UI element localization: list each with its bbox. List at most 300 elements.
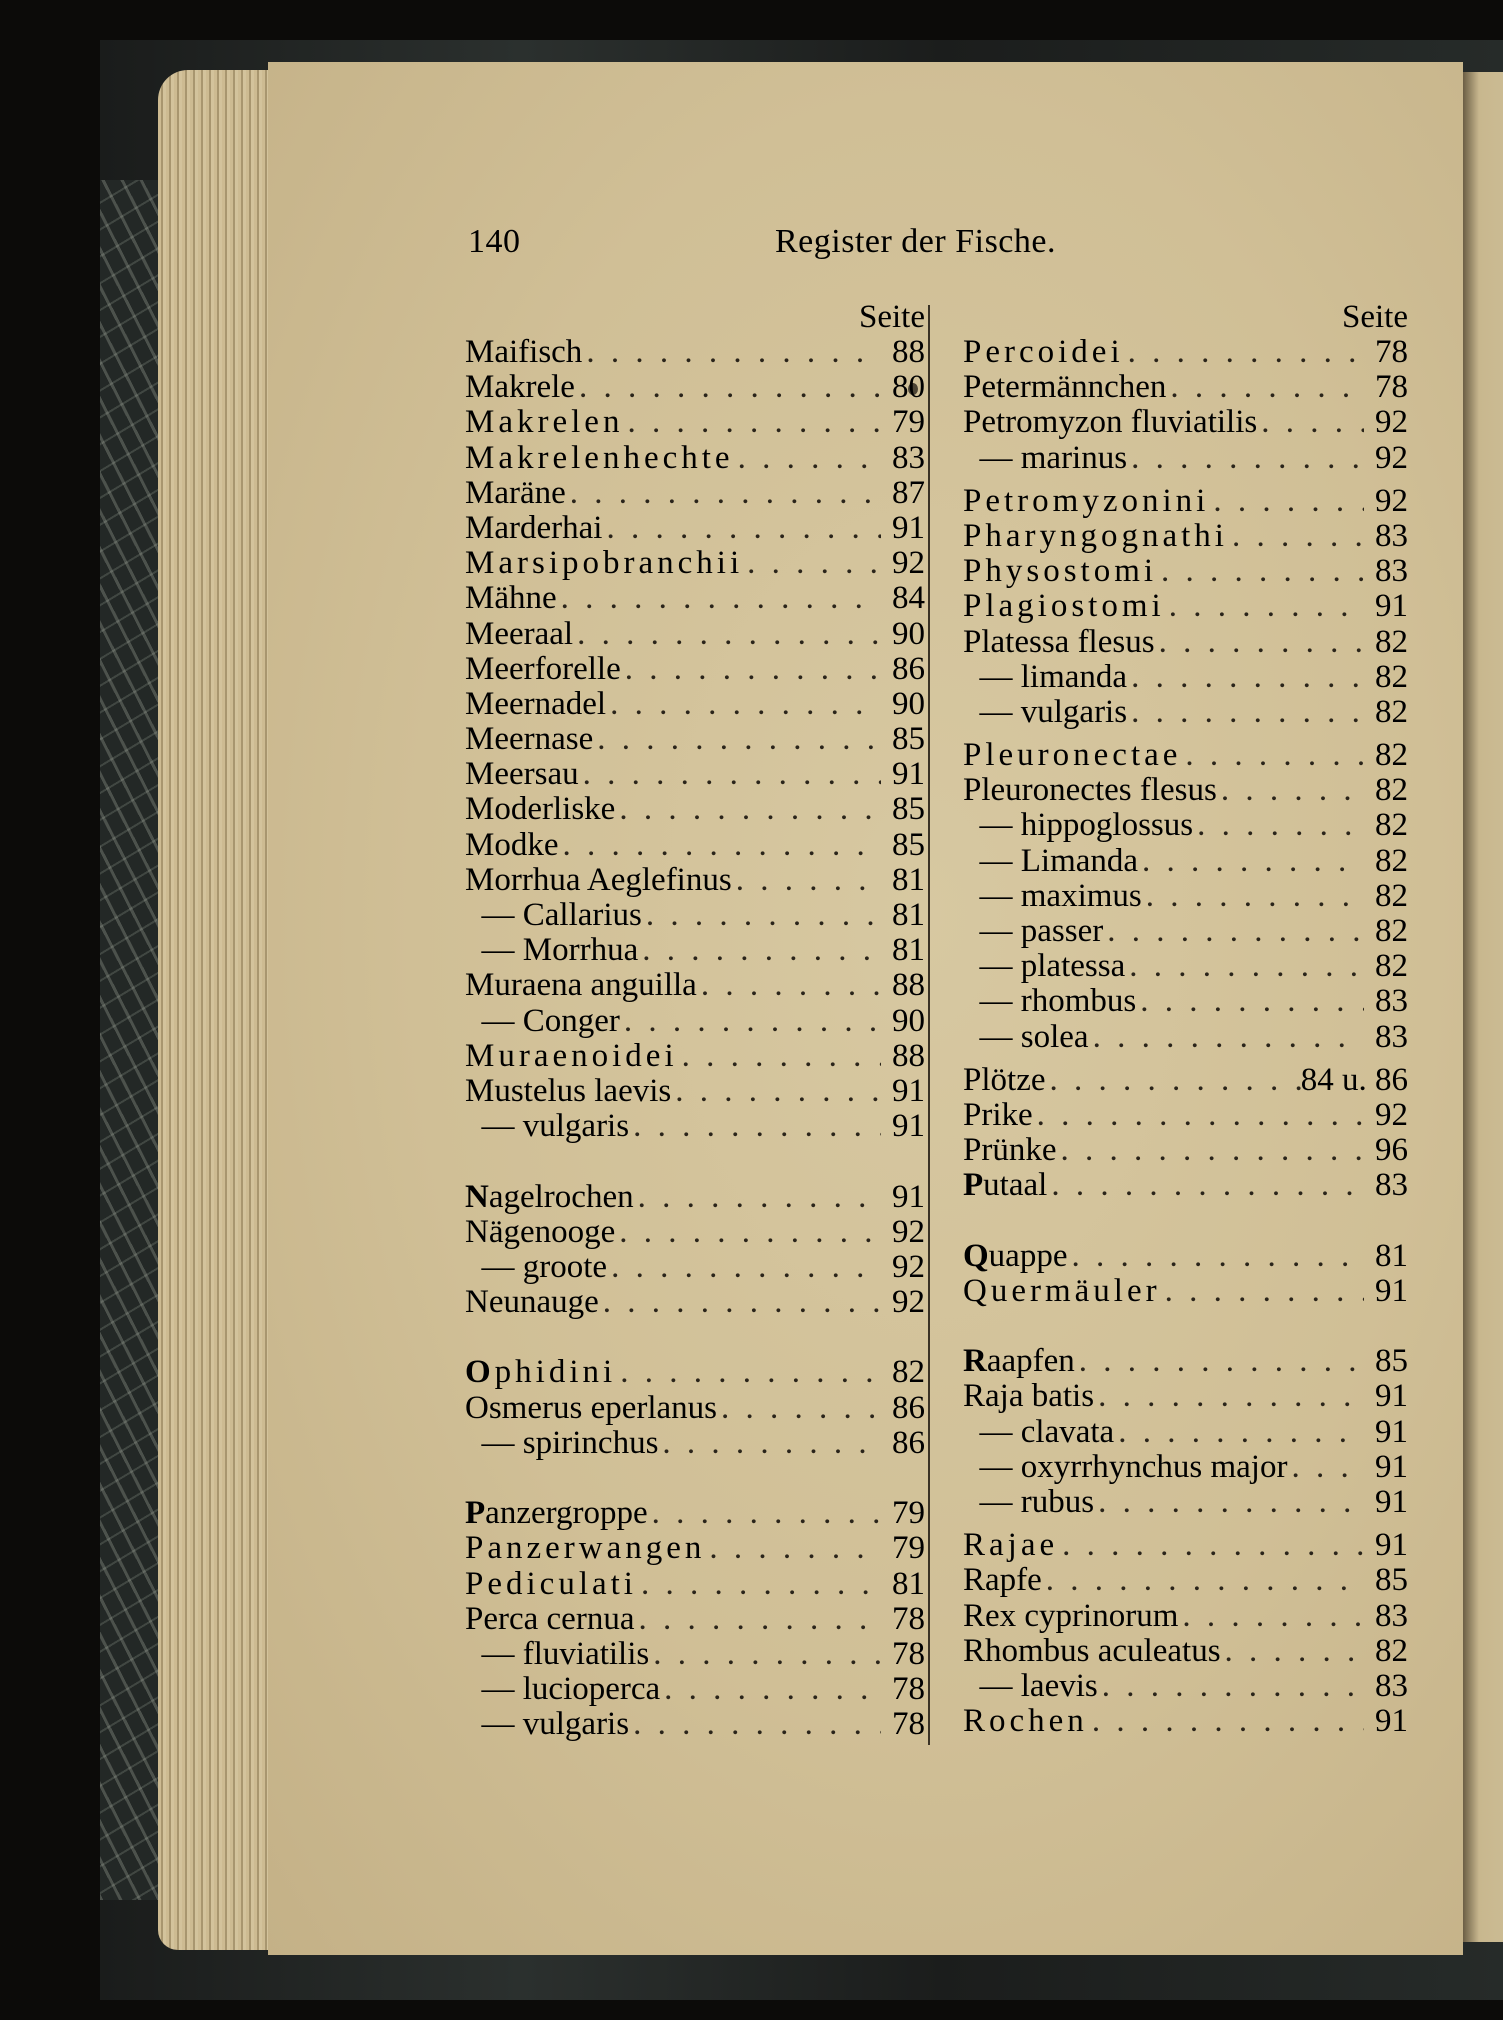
index-entry: [963, 844, 1408, 879]
dot-leader: [1193, 808, 1364, 843]
entry-name: — vulgaris: [963, 693, 1128, 730]
entry-name: — Conger: [465, 1002, 620, 1039]
entry-name: Meernadel: [465, 685, 607, 722]
index-entry: [963, 914, 1408, 949]
entry-name: Pleuronectae: [963, 737, 1182, 774]
dot-leader: [1075, 1344, 1364, 1379]
group-spacer: [963, 1204, 1408, 1239]
index-entry: [465, 1004, 925, 1039]
entry-page-number: 91: [892, 756, 925, 793]
dot-leader: [575, 370, 881, 405]
dot-leader: [582, 335, 881, 370]
entry-page-number: 82: [1375, 842, 1408, 879]
group-spacer: [465, 1461, 925, 1496]
dot-leader: [1136, 984, 1364, 1019]
entry-name: — platessa: [963, 948, 1126, 985]
index-entry: [963, 441, 1408, 476]
dot-leader: [1098, 1669, 1364, 1704]
dot-leader: [1088, 1704, 1364, 1739]
index-entry: [963, 808, 1408, 843]
entry-name: — laevis: [963, 1667, 1098, 1704]
index-entry: [465, 441, 925, 476]
entry-name: Pleuronectes flesus: [963, 772, 1217, 809]
dot-leader: [1155, 625, 1364, 660]
index-entry: [465, 1109, 925, 1144]
index-entry: [465, 687, 925, 722]
dot-leader: [642, 898, 881, 933]
dot-leader: [1221, 1634, 1364, 1669]
next-page-edge: [1463, 72, 1503, 1942]
entry-page-number: 92: [1375, 439, 1408, 476]
dot-leader: [734, 441, 881, 476]
entry-name: — hippoglossus: [963, 807, 1194, 844]
seite-label: Seite: [859, 299, 925, 335]
index-entry: [963, 984, 1408, 1019]
entry-page-number: 81: [892, 1565, 925, 1602]
entry-page-number: 82: [1375, 772, 1408, 809]
index-entry: [465, 1250, 925, 1285]
initial-letter: O: [465, 1354, 495, 1391]
entry-page-number: 82: [892, 1354, 925, 1391]
index-entries-right: [963, 335, 1408, 1739]
entry-name: Ophidini: [465, 1354, 617, 1391]
entry-page-number: 78: [1375, 334, 1408, 370]
entry-page-number: 86: [892, 1424, 925, 1461]
entry-page-number: 85: [1375, 1343, 1408, 1380]
dot-leader: [743, 546, 881, 581]
initial-letter: N: [465, 1178, 489, 1215]
entry-page-number: 90: [892, 685, 925, 722]
dot-leader: [1178, 1599, 1364, 1634]
dot-leader: [1124, 335, 1364, 370]
dot-leader: [1142, 879, 1364, 914]
entry-name: Makrele: [465, 369, 575, 406]
entry-name: Maifisch: [465, 334, 583, 370]
entry-name: Rex cyprinorum: [963, 1597, 1179, 1634]
seite-heading: [465, 300, 925, 335]
entry-name: Marsipobranchii: [465, 545, 744, 582]
index-entries-left: [465, 335, 925, 1743]
entry-page-number: 80: [892, 369, 925, 406]
entry-page-number: 88: [892, 967, 925, 1004]
entry-page-number: 84 u. 86: [1300, 1061, 1408, 1098]
entry-name: Rapfe: [963, 1562, 1042, 1599]
entry-name: Pediculati: [465, 1565, 637, 1602]
entry-page-number: 78: [892, 1600, 925, 1637]
dot-leader: [1217, 773, 1364, 808]
dot-leader: [660, 1672, 881, 1707]
dot-leader: [1138, 844, 1364, 879]
entry-page-number: 82: [1375, 807, 1408, 844]
index-entry: [465, 1496, 925, 1531]
dot-leader: [1089, 1020, 1364, 1055]
index-entry: [963, 1599, 1408, 1634]
index-entry: [465, 652, 925, 687]
index-entry: [465, 1180, 925, 1215]
entry-name: Morrhua Aeglefinus: [465, 861, 732, 898]
dot-leader: [623, 405, 881, 440]
index-entry: [963, 695, 1408, 730]
entry-page-number: 83: [1375, 1018, 1408, 1055]
entry-page-number: 82: [1375, 948, 1408, 985]
entry-name: Quappe: [963, 1237, 1068, 1274]
entry-name: — limanda: [963, 658, 1128, 695]
entry-name: Makrelen: [465, 404, 624, 441]
index-entry: [963, 1704, 1408, 1739]
index-entry: [963, 1634, 1408, 1669]
index-entry: [465, 546, 925, 581]
dot-leader: [620, 1004, 881, 1039]
index-entry: [963, 335, 1408, 370]
index-entry: [465, 1637, 925, 1672]
index-entry: [963, 1063, 1408, 1098]
entry-page-number: 92: [892, 1284, 925, 1321]
entry-name: Raja batis: [963, 1378, 1095, 1415]
index-entry: [465, 792, 925, 827]
dot-leader: [1094, 1485, 1364, 1520]
entry-page-number: 83: [1375, 1167, 1408, 1204]
dot-leader: [658, 1426, 881, 1461]
index-entry: [963, 1098, 1408, 1133]
entry-page-number: 83: [1375, 1667, 1408, 1704]
group-spacer: [465, 1320, 925, 1355]
entry-name: Prike: [963, 1096, 1033, 1133]
entry-name: Makrelenhechte: [465, 439, 734, 476]
dot-leader: [1287, 1450, 1364, 1485]
entry-page-number: 92: [892, 1248, 925, 1285]
dot-leader: [606, 687, 881, 722]
index-entry: [465, 335, 925, 370]
entry-name: Muraena anguilla: [465, 967, 697, 1004]
entry-name: Meeraal: [465, 615, 574, 652]
index-entry: [465, 1391, 925, 1426]
entry-name: Nagelrochen: [465, 1178, 634, 1215]
dot-leader: [1058, 1528, 1364, 1563]
dot-leader: [602, 511, 881, 546]
index-entry: [465, 828, 925, 863]
dot-leader: [629, 1707, 881, 1742]
index-entry: [963, 519, 1408, 554]
dot-leader: [1257, 405, 1364, 440]
initial-letter: P: [465, 1495, 486, 1532]
entry-name: Petermännchen: [963, 369, 1167, 406]
entry-name: Meernase: [465, 721, 594, 758]
dot-leader: [678, 1039, 881, 1074]
dot-leader: [697, 968, 881, 1003]
index-column-left: [465, 300, 925, 1743]
entry-name: Percoidei: [963, 334, 1124, 370]
index-entry: [963, 370, 1408, 405]
index-entry: [465, 1074, 925, 1109]
initial-letter: Q: [963, 1237, 989, 1274]
entry-page-number: 79: [892, 1495, 925, 1532]
entry-name: Rhombus aculeatus: [963, 1632, 1221, 1669]
index-entry: [963, 738, 1408, 773]
entry-page-number: 82: [1375, 1632, 1408, 1669]
dot-leader: [1047, 1168, 1364, 1203]
entry-page-number: 91: [1375, 1484, 1408, 1520]
entry-page-number: 91: [892, 509, 925, 546]
entry-name: Maräne: [465, 474, 566, 511]
entry-page-number: 81: [1375, 1237, 1408, 1274]
entry-page-number: 86: [892, 650, 925, 687]
entry-page-number: 91: [1375, 1413, 1408, 1450]
entry-name: — lucioperca: [465, 1671, 661, 1708]
entry-name: Putaal: [963, 1167, 1048, 1204]
dot-leader: [671, 1074, 881, 1109]
index-entry: [465, 1567, 925, 1602]
dot-leader: [1127, 695, 1364, 730]
index-entry: [963, 554, 1408, 589]
index-entry: [963, 405, 1408, 440]
entry-name: Quermäuler: [963, 1272, 1161, 1309]
entry-name: Osmerus eperlanus: [465, 1389, 718, 1426]
entry-page-number: 92: [1375, 1096, 1408, 1133]
index-entry: [963, 1415, 1408, 1450]
entry-name: — passer: [963, 913, 1104, 949]
index-entry: [963, 773, 1408, 808]
dot-leader: [1157, 554, 1364, 589]
entry-page-number: 91: [1375, 588, 1408, 625]
dot-leader: [1094, 1379, 1364, 1414]
index-entry: [963, 1669, 1408, 1704]
dot-leader: [1181, 738, 1364, 773]
dot-leader: [637, 1567, 881, 1602]
index-column-right: [963, 300, 1408, 1739]
entry-page-number: 92: [1375, 404, 1408, 441]
entry-page-number: 81: [892, 932, 925, 969]
index-entry: [465, 581, 925, 616]
entry-page-number: 81: [892, 897, 925, 933]
entry-name: — marinus: [963, 439, 1128, 476]
entry-page-number: 83: [1375, 553, 1408, 590]
index-entry: [963, 1450, 1408, 1485]
dot-leader: [638, 933, 881, 968]
initial-letter: R: [963, 1343, 987, 1380]
index-entry: [963, 1379, 1408, 1414]
entry-name: Rochen: [963, 1703, 1088, 1740]
entry-name: — fluviatilis: [465, 1635, 650, 1672]
entry-name: Petromyzonini: [963, 482, 1210, 519]
entry-name: Moderliske: [465, 791, 616, 828]
dot-leader: [1033, 1098, 1364, 1133]
dot-leader: [607, 1250, 881, 1285]
entry-name: — maximus: [963, 877, 1142, 914]
entry-name: Marderhai: [465, 509, 603, 546]
index-entry: [465, 1531, 925, 1566]
dot-leader: [634, 1180, 881, 1215]
entry-page-number: 82: [1375, 693, 1408, 730]
dot-leader: [1125, 949, 1364, 984]
dot-leader: [732, 863, 881, 898]
entry-page-number: 81: [892, 861, 925, 898]
index-entry: [465, 757, 925, 792]
entry-page-number: 96: [1375, 1132, 1408, 1169]
dot-leader: [615, 1215, 881, 1250]
entry-name: Meersau: [465, 756, 579, 793]
dot-leader: [593, 722, 881, 757]
entry-page-number: 88: [892, 1037, 925, 1074]
entry-name: — rubus: [963, 1484, 1095, 1520]
seite-heading: [963, 300, 1408, 335]
dot-leader: [629, 1109, 881, 1144]
index-entry: [465, 1285, 925, 1320]
dot-leader: [559, 828, 882, 863]
entry-page-number: 91: [892, 1108, 925, 1145]
index-entry: [963, 1239, 1408, 1274]
entry-page-number: 78: [892, 1635, 925, 1672]
dot-leader: [1165, 589, 1364, 624]
dot-leader: [649, 1637, 881, 1672]
entry-name: Prünke: [963, 1132, 1057, 1169]
index-entry: [963, 1274, 1408, 1309]
index-entry: [963, 484, 1408, 519]
entry-name: — Morrhua: [465, 932, 639, 969]
dot-leader: [566, 476, 881, 511]
entry-page-number: 91: [1375, 1378, 1408, 1415]
entry-name: Raapfen: [963, 1343, 1075, 1380]
group-spacer: [465, 1144, 925, 1179]
initial-letter: P: [963, 1167, 984, 1204]
dot-leader: [1228, 519, 1364, 554]
entry-name: — vulgaris: [465, 1706, 630, 1743]
index-entry: [465, 722, 925, 757]
entry-page-number: 79: [892, 404, 925, 441]
page-number: 140: [468, 223, 521, 260]
index-entry: [465, 617, 925, 652]
entry-page-number: 91: [1375, 1272, 1408, 1309]
index-entry: [963, 660, 1408, 695]
dot-leader: [621, 652, 881, 687]
dot-leader: [579, 757, 881, 792]
index-entry: [465, 476, 925, 511]
index-entry: [465, 863, 925, 898]
entry-page-number: 82: [1375, 737, 1408, 774]
index-entry: [465, 1039, 925, 1074]
entry-name: Platessa flesus: [963, 623, 1155, 660]
entry-page-number: 92: [892, 545, 925, 582]
entry-name: Physostomi: [963, 553, 1158, 590]
index-entry: [963, 949, 1408, 984]
entry-page-number: 78: [892, 1671, 925, 1708]
dot-leader: [616, 1355, 881, 1390]
entry-page-number: 87: [892, 474, 925, 511]
entry-page-number: 83: [892, 439, 925, 476]
dot-leader: [573, 617, 881, 652]
dot-leader: [1127, 441, 1364, 476]
index-entry: [963, 1020, 1408, 1055]
group-spacer: [963, 1309, 1408, 1344]
entry-name: — oxyrrhynchus major: [963, 1448, 1288, 1485]
entry-name: — Callarius: [465, 897, 642, 933]
dot-leader: [1042, 1563, 1364, 1598]
page-title: Register der Fische.: [775, 223, 1056, 260]
dot-leader: [1114, 1415, 1364, 1450]
entry-page-number: 82: [1375, 623, 1408, 660]
index-entry: [963, 879, 1408, 914]
entry-page-number: 91: [892, 1072, 925, 1109]
entry-name: Panzergroppe: [465, 1495, 648, 1532]
index-entry: [963, 1563, 1408, 1598]
dot-leader: [1161, 1274, 1364, 1309]
dot-leader: [1166, 370, 1364, 405]
entry-name: Perca cernua: [465, 1600, 635, 1637]
entry-page-number: 83: [1375, 517, 1408, 554]
index-entry: [465, 933, 925, 968]
index-entry: [963, 1168, 1408, 1203]
entry-name: Modke: [465, 826, 559, 863]
index-entry: [465, 968, 925, 1003]
entry-page-number: 91: [1375, 1527, 1408, 1564]
entry-name: Mustelus laevis: [465, 1072, 672, 1109]
entry-name: — clavata: [963, 1413, 1115, 1450]
entry-page-number: 82: [1375, 877, 1408, 914]
index-entry: [465, 1602, 925, 1637]
index-entry: [465, 405, 925, 440]
index-entry: [963, 625, 1408, 660]
entry-page-number: 79: [892, 1530, 925, 1567]
index-entry: [465, 1215, 925, 1250]
entry-page-number: 86: [892, 1389, 925, 1426]
entry-page-number: 78: [892, 1706, 925, 1743]
entry-name: Plötze: [963, 1061, 1046, 1098]
entry-page-number: 91: [892, 1178, 925, 1215]
entry-name: — spirinchus: [465, 1424, 659, 1461]
entry-page-number: 91: [1375, 1448, 1408, 1485]
entry-page-number: 91: [1375, 1703, 1408, 1740]
index-entry: [465, 1355, 925, 1390]
index-entry: [465, 898, 925, 933]
entry-name: Mähne: [465, 580, 557, 617]
index-entry: [465, 1426, 925, 1461]
entry-page-number: 90: [892, 615, 925, 652]
dot-leader: [648, 1496, 881, 1531]
dot-leader: [705, 1531, 881, 1566]
index-entry: [963, 1344, 1408, 1379]
seite-label: Seite: [1342, 299, 1408, 335]
index-entry: [963, 1485, 1408, 1520]
entry-name: Pharyngognathi: [963, 517, 1228, 554]
entry-name: Panzerwangen: [465, 1530, 706, 1567]
entry-name: Plagiostomi: [963, 588, 1165, 625]
dot-leader: [1045, 1063, 1300, 1098]
dot-leader: [615, 792, 881, 827]
dot-leader: [599, 1285, 881, 1320]
entry-name: Nägenooge: [465, 1213, 616, 1250]
entry-page-number: 83: [1375, 1597, 1408, 1634]
dot-leader: [1057, 1133, 1365, 1168]
entry-name: Petromyzon fluviatilis: [963, 404, 1258, 441]
column-divider: [928, 305, 930, 1745]
entry-name: — Limanda: [963, 842, 1139, 879]
entry-page-number: 85: [892, 826, 925, 863]
dot-leader: [1127, 660, 1364, 695]
entry-name: Neunauge: [465, 1284, 599, 1321]
entry-page-number: 84: [892, 580, 925, 617]
entry-page-number: 85: [892, 791, 925, 828]
entry-name: — groote: [465, 1248, 608, 1285]
dot-leader: [1067, 1239, 1364, 1274]
entry-name: — solea: [963, 1018, 1089, 1055]
entry-page-number: 85: [1375, 1562, 1408, 1599]
entry-page-number: 90: [892, 1002, 925, 1039]
entry-name: Rajae: [963, 1527, 1059, 1564]
entry-page-number: 82: [1375, 913, 1408, 949]
entry-name: Meerforelle: [465, 650, 621, 687]
index-entry: [465, 370, 925, 405]
entry-page-number: 92: [1375, 482, 1408, 519]
entry-page-number: 85: [892, 721, 925, 758]
